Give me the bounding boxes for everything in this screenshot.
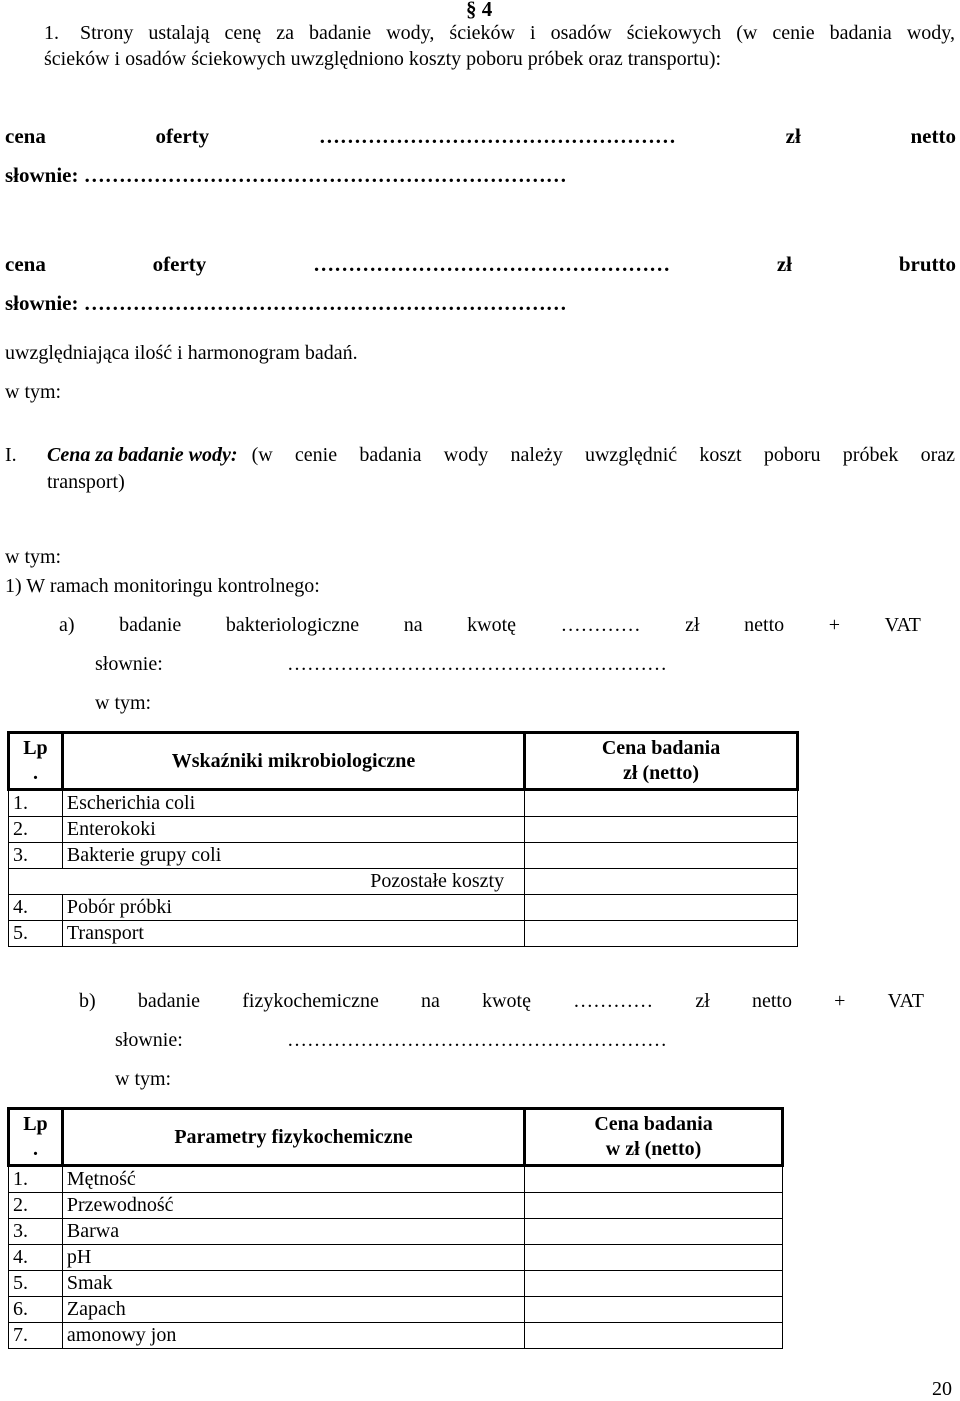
other-costs-row	[9, 869, 798, 895]
table-row	[9, 1271, 783, 1297]
section-heading: § 4	[466, 0, 493, 21]
table-header-row	[9, 1109, 783, 1166]
price-brutto-line	[5, 252, 956, 277]
item-b-word: VAT	[887, 990, 924, 1012]
row-name: Zapach	[62, 1297, 524, 1323]
item-b-word: badanie	[137, 990, 201, 1012]
section-i-title: Cena za badanie wody:	[47, 444, 238, 466]
price-netto-word2: oferty	[155, 124, 210, 148]
item-a-word: zł	[685, 614, 700, 636]
price-cell[interactable]	[525, 1323, 783, 1349]
price-cell[interactable]	[525, 1245, 783, 1271]
price-header: Cena badania zł (netto)	[525, 733, 798, 790]
row-number: 6.	[9, 1297, 63, 1323]
item-a-word: kwotę	[467, 614, 517, 636]
item-a-including: w tym:	[95, 692, 152, 714]
section-i-line1	[47, 444, 955, 467]
table-row	[9, 817, 798, 843]
including-label-2: w tym:	[5, 546, 62, 568]
price-cell[interactable]	[525, 869, 798, 895]
other-costs-label: Pozostałe koszty	[9, 869, 525, 895]
table-row	[9, 895, 798, 921]
para1-line2: ścieków i osadów ściekowych uwzględniono koszty poboru próbek oraz transportu):	[44, 48, 722, 70]
item-b-words-label: słownie:	[115, 1029, 183, 1051]
price-netto-dots: ……………………………………………	[318, 124, 676, 148]
row-number: 5.	[9, 1271, 63, 1297]
row-number: 7.	[9, 1323, 63, 1349]
row-name: pH	[62, 1245, 524, 1271]
price-brutto-label: brutto	[898, 252, 956, 276]
item-b-including: w tym:	[115, 1068, 172, 1090]
row-name: Mętność	[62, 1166, 524, 1193]
table-row	[9, 790, 798, 817]
price-netto-word1: cena	[5, 124, 46, 148]
table-row	[9, 1323, 783, 1349]
item-a-word: +	[828, 614, 841, 636]
price-cell[interactable]	[525, 817, 798, 843]
physicochemical-table	[7, 1107, 784, 1349]
table-row	[9, 1166, 783, 1193]
row-name: Transport	[62, 921, 524, 947]
price-brutto-word1: cena	[5, 252, 46, 276]
section-i-number: I.	[5, 444, 17, 466]
para1-line1: Strony ustalają cenę za badanie wody, ścieków i osadów ściekowych (w cenie badania wody,	[80, 22, 955, 44]
row-name: Enterokoki	[62, 817, 524, 843]
row-number: 2.	[9, 817, 63, 843]
item-a-word: bakteriologiczne	[225, 614, 360, 636]
section-i-text: (w cenie badania wody należy uwzględnić koszt poboru próbek oraz	[251, 444, 955, 466]
item-a-dots: …………	[560, 614, 641, 636]
item-a-line	[59, 614, 921, 637]
table-row	[9, 1193, 783, 1219]
lp-header: Lp .	[9, 733, 63, 790]
row-number: 4.	[9, 1245, 63, 1271]
price-netto-label: netto	[910, 124, 956, 148]
parameter-header: Parametry fizykochemiczne	[62, 1109, 524, 1166]
row-name: Przewodność	[62, 1193, 524, 1219]
row-number: 3.	[9, 1219, 63, 1245]
item-a-label: a)	[59, 614, 75, 636]
table-row	[9, 843, 798, 869]
table-header-row	[9, 733, 798, 790]
price-cell[interactable]	[525, 1193, 783, 1219]
table-row	[9, 1245, 783, 1271]
row-name: Escherichia coli	[62, 790, 524, 817]
price-cell[interactable]	[525, 843, 798, 869]
item-b-dots: …………	[573, 990, 654, 1012]
table-row	[9, 1297, 783, 1323]
including-label-1: w tym:	[5, 381, 62, 403]
item-b-label: b)	[79, 990, 96, 1012]
price-cell[interactable]	[525, 1297, 783, 1323]
item-b-words-dots: …………………………………………………	[287, 1029, 667, 1051]
row-name: Barwa	[62, 1219, 524, 1245]
price-netto-words: słownie: ……………………………………………………………	[5, 163, 567, 187]
row-name: Pobór próbki	[62, 895, 524, 921]
table-row	[9, 921, 798, 947]
item-a-word: VAT	[884, 614, 921, 636]
price-netto-currency: zł	[785, 124, 801, 148]
item-b-word: +	[834, 990, 846, 1012]
item-b-word: fizykochemiczne	[242, 990, 379, 1012]
price-cell[interactable]	[525, 790, 798, 817]
row-number: 1.	[9, 1166, 63, 1193]
page-number: 20	[932, 1378, 952, 1400]
row-number: 3.	[9, 843, 63, 869]
price-cell[interactable]	[525, 1219, 783, 1245]
row-number: 1.	[9, 790, 63, 817]
para1-number: 1.	[44, 22, 59, 44]
row-name: Bakterie grupy coli	[62, 843, 524, 869]
indicator-header: Wskaźniki mikrobiologiczne	[62, 733, 524, 790]
monitoring-heading: 1) W ramach monitoringu kontrolnego:	[5, 575, 320, 597]
item-b-line	[79, 990, 924, 1013]
price-cell[interactable]	[525, 1166, 783, 1193]
item-a-words-dots: …………………………………………………	[287, 653, 667, 675]
item-a-word: na	[403, 614, 423, 636]
price-brutto-currency: zł	[776, 252, 793, 276]
item-b-word: na	[421, 990, 440, 1012]
price-brutto-words: słownie: ……………………………………………………………	[5, 291, 567, 315]
price-brutto-dots: ……………………………………………	[313, 252, 671, 276]
price-brutto-word2: oferty	[152, 252, 207, 276]
lp-header: Lp .	[9, 1109, 63, 1166]
item-a-word: badanie	[119, 614, 182, 636]
item-b-word: zł	[695, 990, 710, 1012]
price-cell[interactable]	[525, 895, 798, 921]
row-number: 2.	[9, 1193, 63, 1219]
price-cell[interactable]	[525, 1271, 783, 1297]
item-a-word: netto	[744, 614, 785, 636]
row-name: amonowy jon	[62, 1323, 524, 1349]
item-b-word: netto	[751, 990, 792, 1012]
price-cell[interactable]	[525, 921, 798, 947]
row-number: 4.	[9, 895, 63, 921]
row-name: Smak	[62, 1271, 524, 1297]
price-header: Cena badania w zł (netto)	[525, 1109, 783, 1166]
section-i-line2: transport)	[47, 471, 125, 493]
schedule-note: uwzględniająca ilość i harmonogram badań.	[5, 342, 358, 364]
table-row	[9, 1219, 783, 1245]
row-number: 5.	[9, 921, 63, 947]
price-netto-line	[5, 124, 956, 149]
microbiology-table	[7, 731, 799, 947]
item-a-words-label: słownie:	[95, 653, 163, 675]
item-b-word: kwotę	[482, 990, 531, 1012]
